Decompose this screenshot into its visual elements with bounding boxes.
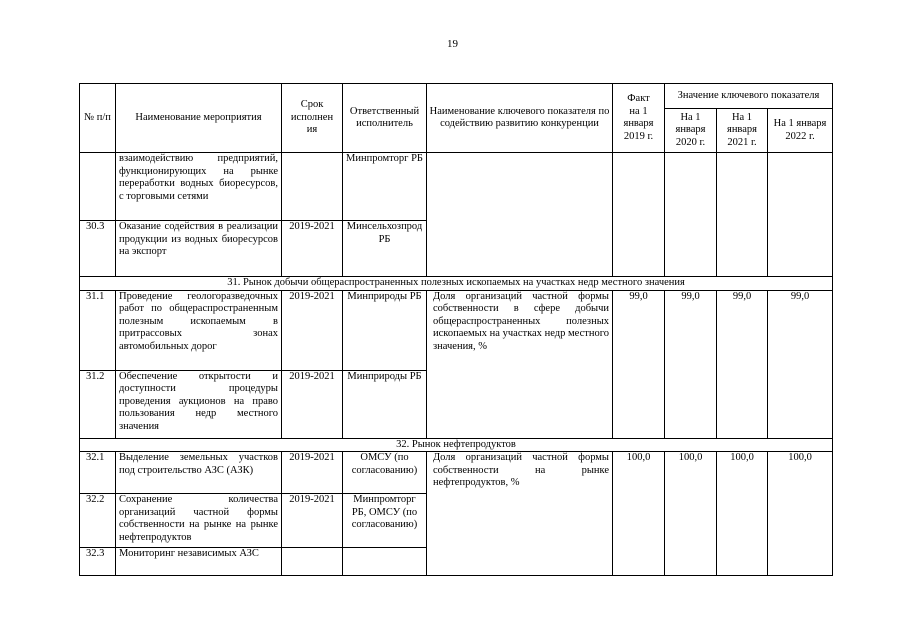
term: 2019-2021 [282, 494, 343, 548]
section-row [80, 277, 833, 291]
indicator-name: Доля организаций частной формы собственности в сфере добычи общераспространенных полезных ископаемых на участках недр местного значения, % [427, 290, 613, 438]
measure-name: Обеспечение открытости и доступности процедуры проведения аукционов на право пользования недр местного значения [116, 370, 282, 438]
row-num: 31.2 [80, 370, 116, 438]
table-row [80, 452, 833, 494]
measure-name: взаимодействию предприятий, функционирующих на рынке переработки водных биоресурсов, с торговыми сетями [116, 153, 282, 221]
table-header-row [80, 84, 833, 109]
header-indicator: Наименование ключевого показателя по содействию развитию конкуренции [427, 84, 613, 153]
section-title: 32. Рынок нефтепродуктов [80, 438, 833, 452]
measure-name: Мониторинг независимых АЗС [116, 548, 282, 576]
responsible: Минпромторг РБ, ОМСУ (по согласованию) [343, 494, 427, 548]
header-2020: На 1 января 2020 г. [665, 109, 717, 153]
responsible: ОМСУ (по согласованию) [343, 452, 427, 494]
measures-table [79, 83, 833, 576]
header-num: № п/п [80, 84, 116, 153]
fact-value: 99,0 [613, 290, 665, 438]
section-row [80, 438, 833, 452]
responsible: Минприроды РБ [343, 290, 427, 370]
row-num: 32.3 [80, 548, 116, 576]
value-2021: 99,0 [717, 290, 768, 438]
header-term: Срок исполнен ия [282, 84, 343, 153]
responsible: Минсельхозпрод РБ [343, 221, 427, 277]
value-2021: 100,0 [717, 452, 768, 576]
value-2020: 100,0 [665, 452, 717, 576]
header-fact-2019: Факт на 1 января 2019 г. [613, 84, 665, 153]
header-key-value: Значение ключевого показателя [665, 84, 833, 109]
value-2022: 99,0 [768, 290, 833, 438]
value-2022: 100,0 [768, 452, 833, 576]
row-num: 32.1 [80, 452, 116, 494]
table-row [80, 153, 833, 221]
term: 2019-2021 [282, 370, 343, 438]
header-responsible: Ответственный исполнитель [343, 84, 427, 153]
section-title: 31. Рынок добычи общераспространенных полезных ископаемых на участках недр местного значения [80, 277, 833, 291]
row-num: 31.1 [80, 290, 116, 370]
indicator-name: Доля организаций частной формы собственности на рынке нефтепродуктов, % [427, 452, 613, 576]
term: 2019-2021 [282, 221, 343, 277]
header-measure-name: Наименование мероприятия [116, 84, 282, 153]
page-number: 19 [447, 38, 458, 50]
row-num: 30.3 [80, 221, 116, 277]
table-row [80, 290, 833, 370]
value-2020: 99,0 [665, 290, 717, 438]
term: 2019-2021 [282, 290, 343, 370]
header-2021: На 1 января 2021 г. [717, 109, 768, 153]
term: 2019-2021 [282, 452, 343, 494]
responsible: Минприроды РБ [343, 370, 427, 438]
measure-name: Оказание содействия в реализации продукции из водных биоресурсов на экспорт [116, 221, 282, 277]
responsible: Минпромторг РБ [343, 153, 427, 221]
measure-name: Выделение земельных участков под строительство АЗС (АЗК) [116, 452, 282, 494]
measure-name: Сохранение количества организаций частной формы собственности на рынке на рынке нефтепродуктов [116, 494, 282, 548]
measure-name: Проведение геологоразведочных работ по общераспространенным полезным ископаемым в притрассовых зонах автомобильных дорог [116, 290, 282, 370]
row-num: 32.2 [80, 494, 116, 548]
fact-value: 100,0 [613, 452, 665, 576]
header-2022: На 1 января 2022 г. [768, 109, 833, 153]
